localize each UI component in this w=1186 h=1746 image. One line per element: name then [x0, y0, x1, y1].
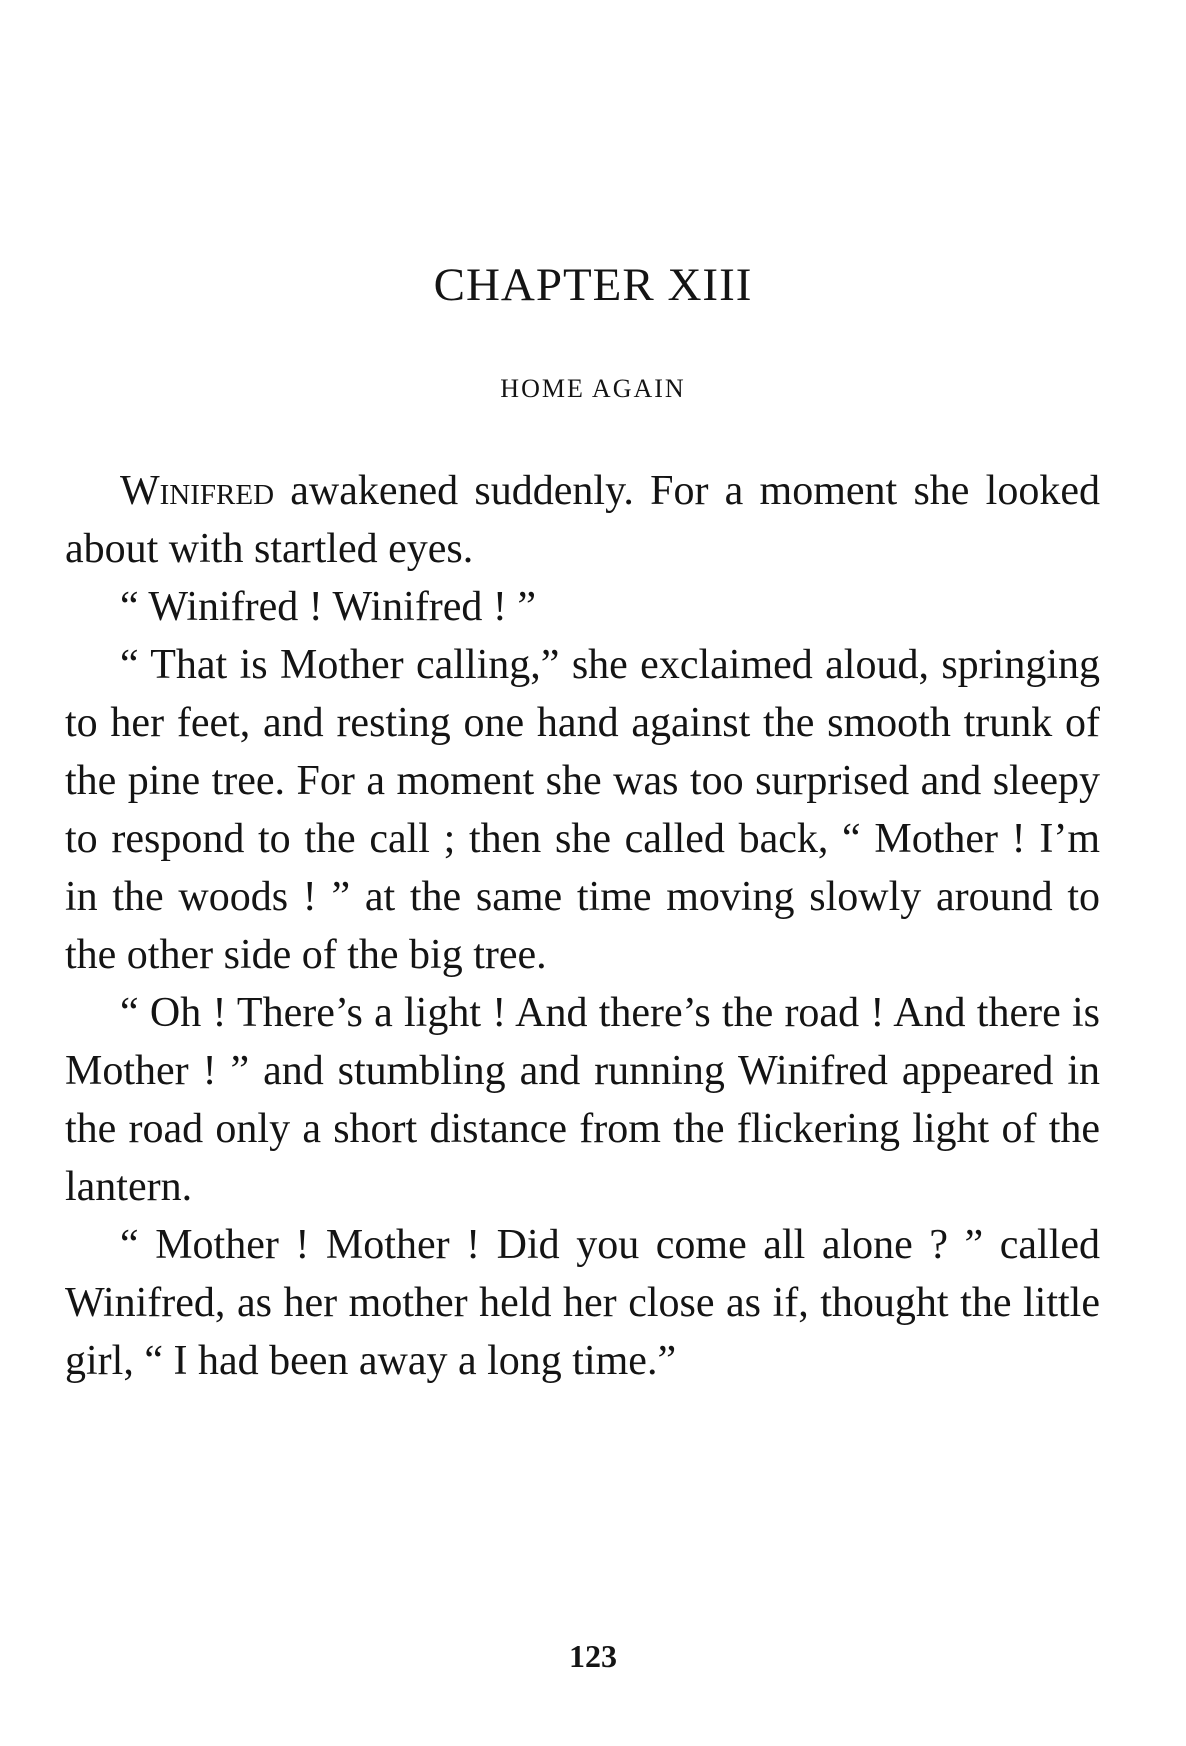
paragraph-1-text: awakened suddenly. For a moment she looked about with startled eyes.	[65, 468, 1100, 572]
paragraph-4: “ Oh ! There’s a light ! And there’s the road ! And there is Mother ! ” and stumbling and running Winifred appeared in the road only a short distance from the flickering light of the lantern.	[65, 990, 1100, 1210]
paragraph-2: “ Winifred ! Winifred ! ”	[120, 584, 537, 630]
lead-word: Winifred	[120, 468, 275, 514]
paragraph-3: “ That is Mother calling,” she exclaimed aloud, springing to her feet, and resting one hand against the smooth trunk of the pine tree. For a moment she was too surprised and sleepy to respond to the call ; then she called back, “ Mother ! I’m in the woods ! ” at the same time moving slowly around to the other side of the big tree.	[65, 642, 1100, 978]
body-text	[65, 462, 1100, 1390]
page-number: 123	[569, 1638, 617, 1674]
chapter-title: CHAPTER XIII	[433, 259, 753, 311]
chapter-subtitle: HOME AGAIN	[500, 374, 686, 403]
paragraph-5: “ Mother ! Mother ! Did you come all alone ? ” called Winifred, as her mother held her close as if, thought the little girl, “ I had been away a long time.”	[65, 1222, 1100, 1384]
paragraph-1	[65, 462, 1100, 578]
